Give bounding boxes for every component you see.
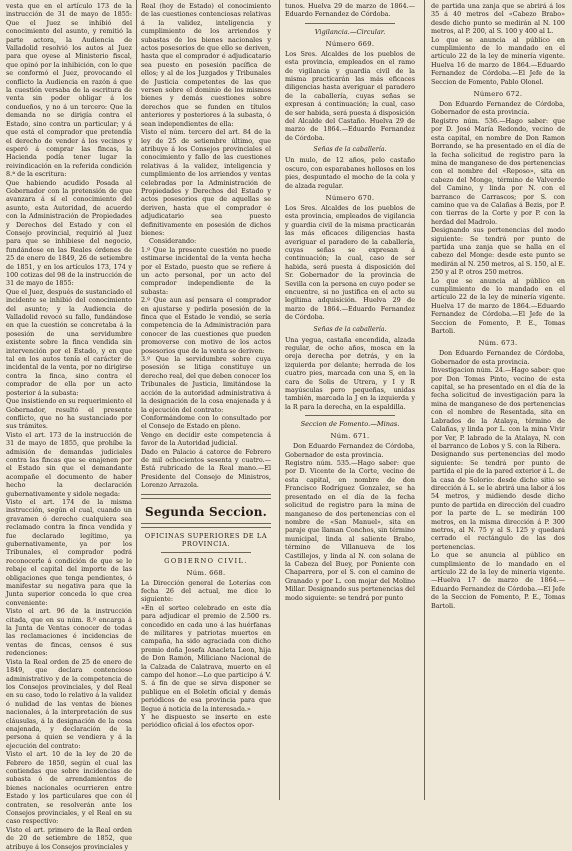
paragraph: Lo que se anuncia al público en cumplimiento de lo mandado en el artículo 22 de la ley de minería vigente. Huelva 17 de marzo de 1864.—Eduardo Fernandez de Córdoba.—El Jefe de la Seccion de Fomento, P. E., Tomas Bartoli. <box>431 276 565 336</box>
paragraph: Visto el núm. tercero del art. 84 de la ley de 25 de setiembre último, que atribuye á los Consejos provinciales el conocimiento y fallo de las cuestiones relativas á la validez, inteligencia y cumplimiento de los arriendos y ventas celebradas por la Administración de Propiedades y Derechos del Estado y actos posesorios que de aquellas se deriven, hasta que el comprador é adjudicatario sea puesto definitivamente en posesión de dichos bienes: <box>141 128 271 237</box>
divider <box>305 415 395 416</box>
paragraph: tunos. Huelva 29 de marzo de 1864.—Eduardo Fernandez de Córdoba. <box>285 2 415 19</box>
paragraph: 1.º Que la presente cuestión no puede estimarse incidental de la venta hecha por el Estado, puesto que se refiere á un acto personal, por un acto del comprador independiente de la subasta: <box>141 245 271 296</box>
paragraph: Un mulo, de 12 años, pelo castaño oscuro, con esparabanes hollosos en los pies, despuntado el mocho de la cola y de alzada regular. <box>285 156 415 190</box>
paragraph: Conformándome con lo consultado por el Consejo de Estado en pleno. <box>141 413 271 431</box>
section-title: Segunda Seccion. <box>144 504 268 519</box>
paragraph: Visto el art. 174 de la misma instrucción, según el cual, cuando un gravamen ó derecho cualquiera sea reclamado contra la finca vendida y fue declarado legítimo, ya gubernativamente, ya por los Tribunales, el comprador podrá reconocerle á condición de que se le rebaje el capital del importe de las obligaciones que tenga pendientes, ó manifestar su negativa para que la Junta superior conceda lo que crea conveniente: <box>6 497 132 607</box>
heading-vigilancia: Vigilancia.—Circular. <box>314 27 386 36</box>
paragraph: Designando sus pertenencias del modo siguiente: Se tendrá por punto de partida el pie de la pared exterior á L. de la casa de Solorio: desde dicho sitio se dirección á L. se le abrirá una labor á los 54 metros, y midiendo desde dicho punto de partida en dirección del cuadro por la parte de L. se medirán 100 metros, en la misma dirección á P. 300 metros, al N. 75 y al S. 125 y quedará cerrado el rectángulo de las dos pertenencias. <box>431 450 565 551</box>
column-rule <box>279 0 280 800</box>
paragraph: 3.º Que la servidumbre sobre cuya posesión se litiga constituye un derecho real, del que deben conocer los Tribunales de Justicia, limitándose la acción de la autoridad administrativa á la designación de la cosa enajenada y á la ejecución del contrato: <box>141 355 271 414</box>
paragraph: «En el sorteo celebrado en este día para adjudicar el premio de 2.500 rs. concedido en cada uno á las huérfanas de militares y patriotas muertos en campaña, ha sido agraciada con dicho premio doña Josefa Anacleta Leon, hija de Don Ramón, Miliciano Nacional de la Calzada de Calatrava, muerto en el campo del honor.—Lo que participo á V. S. á fin de que se sirva disponer se publique en el Boletín oficial y demás periódicos de esa provincia para que llegue á noticia de la interesada.» <box>141 603 271 713</box>
paragraph: Los Sres. Alcaldes de los pueblos de esta provincia, empleados de vigilancia y guardia civil de la misma practicarán las más eficaces diligencias hasta averiguar el paradero de la caballería, cuyas señas se expresan á continuación; la cual, caso de ser habida, será puesta á disposición del Sr. Gobernador de la provincia de Sevilla con la persona en cuyo poder se encuentre, si no justifica en el acto su legítima adquisición. Huelva 29 de marzo de 1864.—Eduardo Fernandez de Córdoba. <box>285 203 415 322</box>
paragraph: Visto el art. 96 de la instrucción citada, que en su núm. 8.º encarga á la Junta de Ventas conocer de todas las reclamaciones é incidencias de ventas de fincas, censos é sus redenciones: <box>6 607 132 658</box>
paragraph: Una yegua, castaña encendida, alzada regular, de ocho años, mosca en la oreja derecha por detrás, y en la izquierda por delante; herrada de los cuatro pies, marcada con una S, en la cara de Solis de Utrera, y I y R mayúsculas pero pequeñas, unidas también, marcada la J en la izquierda y la R para la derecha, en la espaldilla. <box>285 335 415 411</box>
office-title: GOBIERNO CIVIL. <box>164 556 248 565</box>
paragraph: Visto el art. 173 de la instrucción de 31 de mayo de 1855, que prohíbe la admisión de demandas judiciales contra las fincas que se enajenen por el Estado sin que el demandante acompañe el documento de haber hecho la declaración gubernativamente y sidole negada: <box>6 430 132 498</box>
paragraph: La Dirección general de Loterías con fecha 26 del actual, me dice lo siguiente: <box>141 578 271 604</box>
paragraph: Dado en Palacio á catorce de Febrero de mil ochocientos sesenta y cuatro.—Está rubricado de la Real mano.—El Presidente del Consejo de Ministros, Lorenzo Arrazola. <box>141 447 271 490</box>
paragraph: Lo que se anuncia al público en cumplimiento de lo mandado en el artículo 22 de la ley de minería vigente. Huelva 16 de marzo de 1864.—Eduardo Fernandez de Córdoba.—El Jefe de la Seccion de Fomento, Pablo Olonel. <box>431 35 565 86</box>
column-1 <box>6 2 132 851</box>
paragraph: Registro núm. 535.—Hago saber: que por D. Vicente de la Corte, vecino de esta capital, en nombre de don Francisco Rodríguez Gonzalez, se ha presentado en el día de la fecha solicitud de registro para la mina de manganeso de dos pertenencias con el nombre de «San Manuel», sita en paraje que llaman Conchos, sin término municipal, linda al saliente Brabo, término de Villanueva de los Castillejos, y linda al N. con solana de la Cabeza del Buey, por Poniente con Chaparrera, por el S. con el camino de Granado y por L. con mojar del Molino Millar. Designando sus pertenencias del modo siguiente: se tendrá por punto <box>285 459 415 602</box>
column-rule <box>424 0 425 800</box>
paragraph: 2.º Que aun así pensara el comprador en ajustarse y pedirla posesión de la finca que el Estado le vendió, se sería competencia de la Administración para conocer de las cuestiones que pueden promoverse con motivo de los actos posesorios que de la venta se deriven: <box>141 296 271 355</box>
paragraph: Don Eduardo Fernandez de Córdoba, Gobernador de esta provincia. <box>431 100 565 117</box>
paragraph: Registro núm. 536.—Hago saber: que por D. José María Redondo, vecino de esta capital, en nombre de Don Ramon Borrando, se ha presentado en el día de la fecha solicitud de registro para la mina de manganeso de dos pertenencias con el nombre del «Reposo», sita en cabezo del Monge, término de Valverde del Camino, y linda por N. con el barranco de Carrascos; por S. con camino que va de Calañas á Bezis, por P. con tierras de la Corte y por P. con la herdad del Madrolo. <box>431 116 565 226</box>
paragraph: Considerando: <box>149 237 197 246</box>
notice-number: Núm. 668. <box>186 568 226 577</box>
column-4 <box>431 2 565 798</box>
notice-number: Núm. 673. <box>478 339 518 348</box>
notice-number: Número 669. <box>325 39 375 48</box>
paragraph: de partida una zanja que se abrirá á los 35 á 40 metros del «Cabezo Brabo» desde dicho punto se medirán al N. 100 metros, al P. 200, al S. 100 y 400 al L. <box>431 2 565 36</box>
paragraph: Don Eduardo Fernandez de Córdoba, Gobernador de esta provincia. <box>285 442 415 459</box>
paragraph: Que insistiendo en su requerimiento el Gobernador, resultó el presente conflicto, que no ha sustanciado por sus trámites. <box>6 397 132 431</box>
notice-number: Número 670. <box>325 193 375 202</box>
paragraph: Los Sres. Alcaldes de los pueblos de esta provincia, empleados en el ramo de vigilancia y guardia civil de la misma practicarán las más eficaces diligencias hasta averiguar el paradero de la caballería, cuyas señas se expresan á continuación; la cual, caso de ser habida, será puesta á disposición del Alcalde del Castaño. Huelva 29 de marzo de 1864.—Eduardo Fernandez de Córdoba. <box>285 49 415 142</box>
paragraph: Que habiendo acudido Posada al Gobernador con la pretensión de que avanzara á sí el conocimiento del asunto, esta Autoridad, de acuerdo con la Administración de Propiedades y Derechos del Estado y con el Consejo provincial, requirió al Juez para que se inhibiese del negocio, fundándose en las Reales órdenes de 25 de enero de 1849, 26 de setiembre de 1851, y en los artículos 173, 174 y 100 cotizas del 98 de la instrucción de 31 de mayo de 1855: <box>6 178 132 288</box>
paragraph: Vengo en decidir este competencia á favor de la Autoridad judicial. <box>141 430 271 448</box>
column-2 <box>141 2 271 798</box>
section-divider <box>141 523 271 528</box>
paragraph: Visto el art. primero de la Real orden de 20 de setiembre de 1852, que atribuye á los Consejos provinciales y <box>6 825 132 851</box>
paragraph: Que el Juez, después de sustanciado el incidente se inhibió del conocimiento del asunto; y la Audiencia de Valladolid revocó su fallo, fundándose en que la cuestión se concretaba á la posesión de una servidumbre existente sobre la finca vendida sin intervención por el Estado, y en que tal en los autos tenía el carácter de incidental de la venta, por no dirigirse contra la finca, sino contra el comprador de ella por un acto posterior á la subasta: <box>6 287 132 397</box>
paragraph: Lo que se anuncia al público en cumplimiento de lo mandado en el artículo 22 de la ley de minería vigente.—Huelva 17 de marzo de 1864.—Eduardo Fernandez de Córdoba.—El Jefe de la Seccion de Fomento, P. E., Tomas Bartoli. <box>431 551 565 610</box>
subsection-title: OFICINAS SUPERIORES DE LA PROVINCIA. <box>144 531 268 548</box>
column-rule <box>136 0 137 800</box>
paragraph: Y he dispuesto se inserte en este periódico oficial á los efectos opor- <box>141 713 271 730</box>
paragraph: Designando sus pertenencias del modo siguiente: Se tendrá por punto de partida una zanja que se halla en el cabezo del Monge: desde este punto se medirán al N. 250 metros, al S. 150, al E. 250 y al P. otros 250 metros. <box>431 226 565 277</box>
notice-number: Número 672. <box>473 90 523 99</box>
subheading-senas: Señas de la caballería. <box>313 324 387 333</box>
section-divider <box>141 494 271 499</box>
paragraph: vesta que en el artículo 173 de la instrucción de 31 de mayo de 1855: Que el Juez se inhibió del conocimiento del asunto, y remitió la parte actora, la Audiencia de Valladolid resolvió los autos al Juez para que oyese al Ministerio fiscal, que opinó por la inhibición, con lo que se conformó el Juez, provocando el conflicto la Audiencia en razón á que la cuestión versaba de la escritura de venta sin poder obligar á los condueños, y no á un tercero: Que la demanda no se dirigía contra el Estado, sino contra un particular; y á que está el comprador que pretendía el derecho de vender á los vecinos y esperó á comprar las fincas, la Hacienda podía tener lugar la reivindicación en la referida condición 8.ª de la escritura: <box>6 2 132 179</box>
subheading-senas: Señas de la caballería. <box>313 145 387 154</box>
paragraph: Don Eduardo Fernandez de Córdoba, Gobernador de esta provincia. <box>431 349 565 366</box>
paragraph: Investigacion núm. 24.—Hago saber: que por Don Tomas Pinto, vecino de esta capital, se ha presentado en el día de la fecha solicitud de investigación para la mina de manganeso de dos pertenencias con el nombre de Resentada, sita en Labrados de la Atalaya, término de Calañas, y linda por L. con la mina Vivir por Ver, P. labrado de la Atalaya, N. con el barranco de Lobos y S. con la Ribera. <box>431 366 565 450</box>
notice-number: Núm. 671. <box>330 432 370 441</box>
divider <box>305 23 395 24</box>
column-3 <box>285 2 415 798</box>
paragraph: Visto el art. 10 de la ley de 20 de Febrero de 1850, según el cual las contiendas que sobre incidencias de subasta ó de arrendamientos de bienes nacionales ocurrieren entre Estado y los particulares que con él contraten, se resolverán ante los Consejos provinciales, y el Real en su caso respectivo: <box>6 750 132 826</box>
paragraph: Vista la Real orden de 25 de enero de 1849, que declara contencioso administrativo y de la competencia de los Consejos provinciales, y del Real en su caso, todo lo relativo á la validez ó nulidad de las ventas de bienes nacionales, á la interpretación de sus cláusulas, á la designación de la cosa enajenada, y declaración de la persona á quien se vendiera y á la ejecución del contrato: <box>6 657 132 750</box>
paragraph: Real (hoy de Estado) el conocimiento de las cuestiones contenciosas relativas á la validez, inteligencia y cumplimiento de los arriendos y subastas de los bienes nacionales y actos posesorios de que ello se deriven, hasta que el comprador é adjudicatario sea puesto en posesión pacífica de ellos; y al de los Juzgados y Tribunales de Justicia competentes de las que versen sobre el dominio de los mismos bienes y demás cuestiones sobre derechos que se funden en títulos anteriores y posteriores á la subasta, ó sean independientes de ella: <box>141 2 271 128</box>
heading-minas: Seccion de Fomento.—Minas. <box>300 420 400 429</box>
divider <box>161 552 251 553</box>
